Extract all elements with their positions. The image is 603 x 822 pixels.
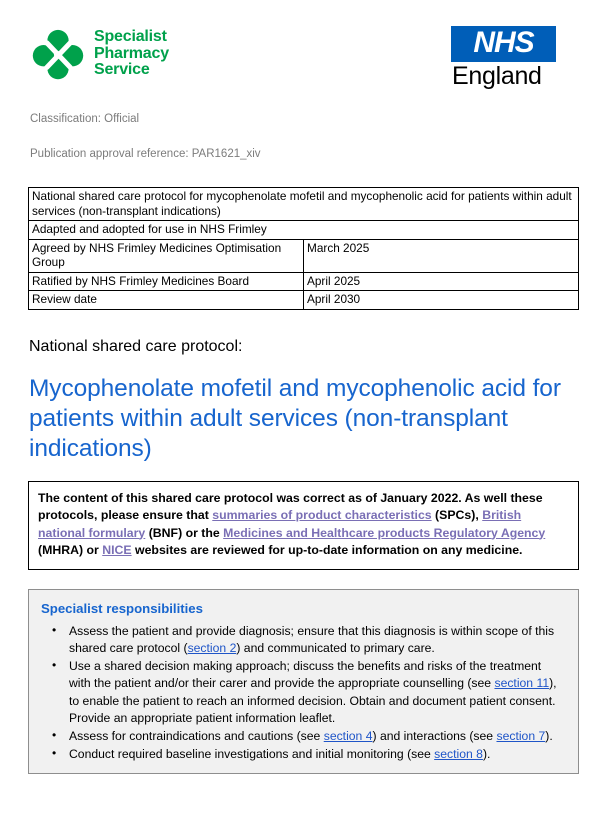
content-currency-notice (28, 481, 579, 570)
bullet-4-text-1: Conduct required baseline investigations and initial monitoring (see (69, 746, 435, 761)
review-date-value: April 2030 (304, 291, 579, 310)
bullet-3-text-3: ). (545, 729, 553, 744)
link-section-11[interactable]: section 11 (494, 676, 550, 691)
bullet-3-text-1: Assess for contraindications and cautions (see (69, 729, 324, 744)
nhs-england-label: England (452, 62, 542, 90)
ratified-by-label: Ratified by NHS Frimley Medicines Board (29, 272, 304, 291)
notice-text-4: (MHRA) or (38, 543, 103, 557)
notice-text-2: (SPCs), (431, 508, 483, 522)
bullet-2-text-1: Use a shared decision making approach; discuss the benefits and risks of the treatment with the patient and/or their carer and provide the appropriate counselling (see (69, 658, 542, 691)
bullet-4-text-2: ). (482, 746, 491, 761)
ratified-by-value: April 2025 (304, 272, 579, 291)
protocol-kicker: National shared care protocol: (29, 337, 243, 355)
table-row (29, 291, 579, 310)
link-section-4[interactable]: section 4 (323, 729, 373, 744)
publication-reference-line: Publication approval reference: PAR1621_xiv (30, 148, 261, 160)
nhs-mark: NHS (451, 26, 556, 62)
sps-wordmark (94, 29, 169, 79)
sps-wordmark-line-2: Pharmacy (94, 44, 169, 62)
notice-text-5: websites are reviewed for up-to-date information on any medicine. (131, 543, 523, 557)
page-title: Mycophenolate mofetil and mycophenolic acid for patients within adult services (non-transplant indications) (29, 374, 561, 462)
document-header (25, 0, 578, 92)
list-item (67, 728, 566, 746)
bullet-2-text-2: ), to enable the patient to reach an informed decision. Obtain and document patient consent. Provide an appropriate patient information leaflet. (69, 676, 557, 726)
specialist-responsibilities-panel (28, 589, 579, 775)
protocol-title-cell: National shared care protocol for mycophenolate mofetil and mycophenolic acid for patients within adult services (non-transplant indications) (29, 188, 579, 221)
list-item (67, 658, 566, 728)
specialist-responsibilities-list (41, 623, 566, 764)
notice-text-1: The content of this shared care protocol was correct as of January 2022. As well these protocols, please ensure that (38, 490, 543, 522)
classification-line: Classification: Official (30, 113, 140, 125)
sps-wordmark-line-3: Service (94, 61, 150, 79)
link-summaries-of-product-characteristics[interactable]: summaries of product characteristics (212, 508, 432, 522)
sps-clover-icon (30, 26, 86, 82)
link-nice[interactable]: NICE (102, 543, 132, 557)
bullet-3-text-2: ) and interactions (see (372, 729, 497, 744)
link-section-2[interactable]: section 2 (187, 641, 237, 656)
list-item (67, 746, 566, 764)
table-row (29, 239, 579, 272)
link-section-8[interactable]: section 8 (434, 746, 483, 761)
link-section-7[interactable]: section 7 (496, 729, 546, 744)
bullet-1-text-2: ) and communicated to primary care. (236, 641, 435, 656)
adoption-cell: Adapted and adopted for use in NHS Frimley (29, 221, 579, 240)
protocol-info-table (28, 187, 579, 310)
bullet-1-text-1: Assess the patient and provide diagnosis; ensure that this diagnosis is within scope of this shared care protocol ( (69, 623, 555, 656)
agreed-by-value: March 2025 (304, 239, 579, 272)
table-row (29, 221, 579, 240)
list-item (67, 623, 566, 658)
link-mhra[interactable]: Medicines and Healthcare products Regulatory Agency (223, 525, 546, 540)
table-row (29, 272, 579, 291)
review-date-label: Review date (29, 291, 304, 310)
link-british-national-formulary[interactable]: British national formulary (38, 508, 522, 540)
agreed-by-label: Agreed by NHS Frimley Medicines Optimisation Group (29, 239, 304, 272)
notice-text-3: (BNF) or the (145, 525, 224, 540)
sps-wordmark-line-1: Specialist (94, 28, 167, 46)
nhs-england-logo (451, 26, 556, 90)
specialist-responsibilities-heading: Specialist responsibilities (41, 600, 203, 616)
table-row (29, 188, 579, 221)
specialist-pharmacy-service-logo (30, 26, 169, 82)
